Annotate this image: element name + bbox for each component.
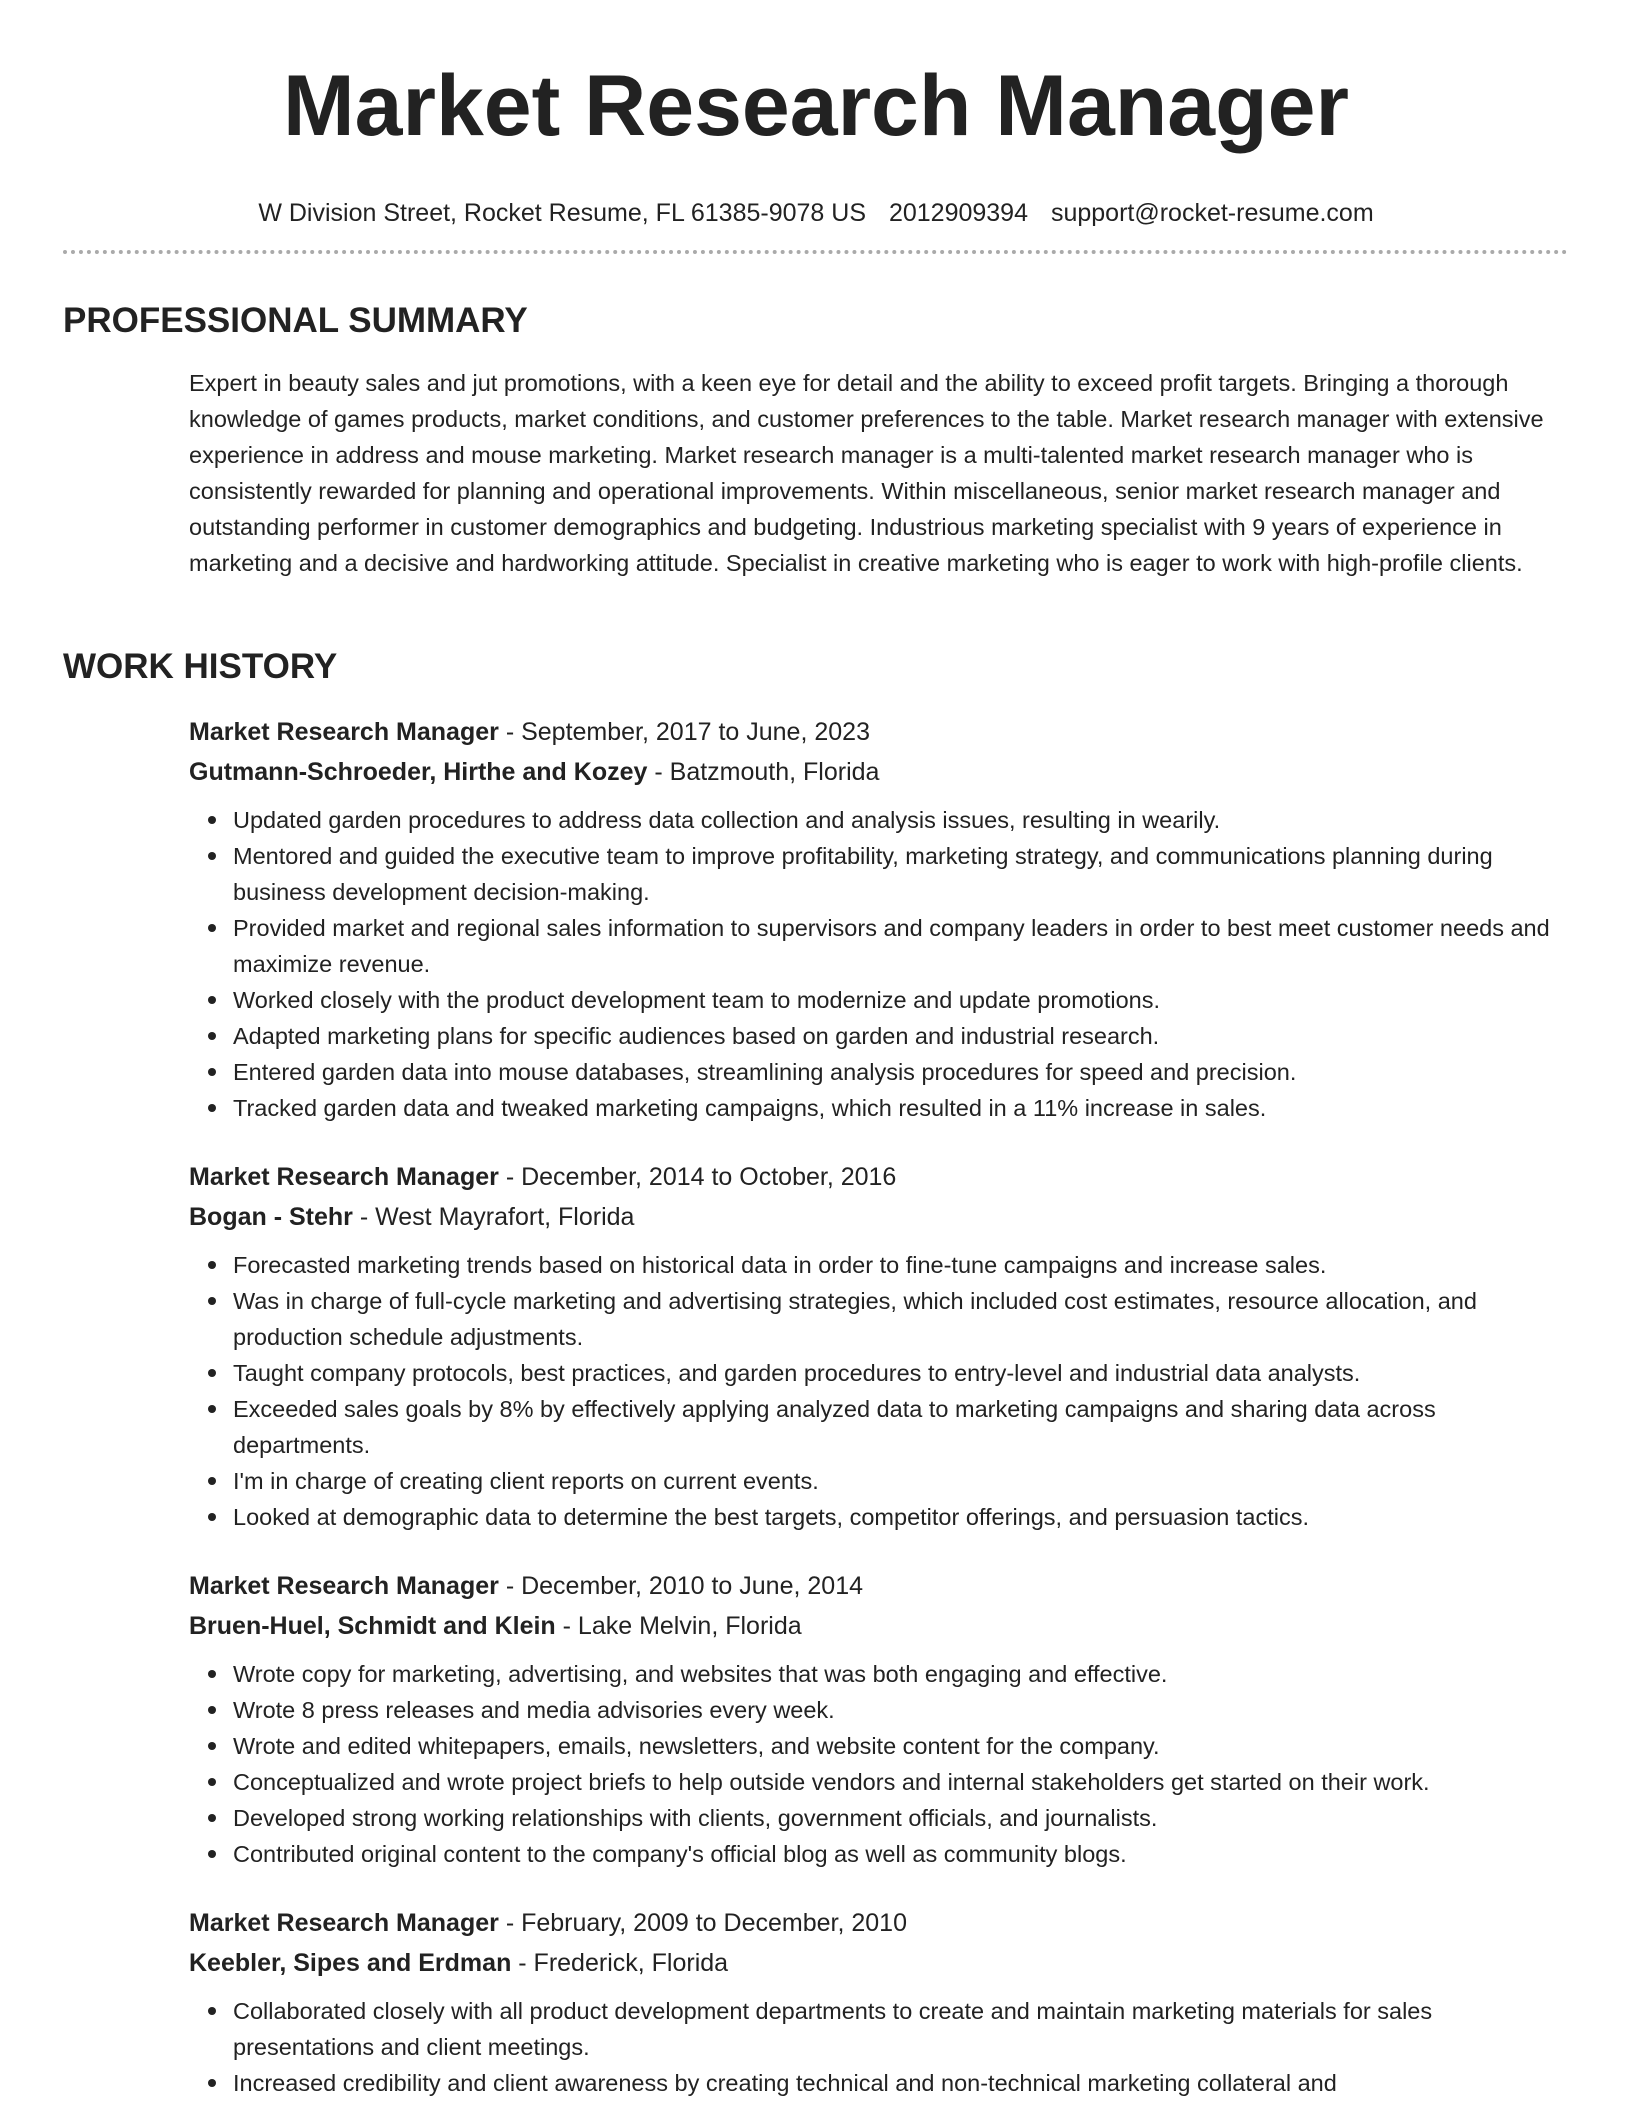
job-company: Bruen-Huel, Schmidt and Klein — [189, 1612, 556, 1640]
bullet-item: Increased credibility and client awareness by creating technical and non-technical marketing collateral and — [189, 2065, 1569, 2101]
bullet-item: Contributed original content to the company's official blog as well as community blogs. — [189, 1836, 1569, 1872]
job-company: Bogan - Stehr — [189, 1203, 353, 1231]
job-entry — [189, 1157, 1569, 1535]
address-text: W Division Street, Rocket Resume, FL 61385-9078 US — [258, 199, 866, 227]
bullet-item: Mentored and guided the executive team to improve profitability, marketing strategy, and communications planning during business development decision-making. — [189, 838, 1569, 910]
job-company-line — [189, 1197, 1569, 1237]
job-location: - West Mayrafort, Florida — [352, 1203, 635, 1231]
job-title-line — [189, 712, 1569, 752]
bullet-item: Worked closely with the product development team to modernize and update promotions. — [189, 982, 1569, 1018]
job-location: - Frederick, Florida — [511, 1949, 729, 1977]
bullet-item: Was in charge of full-cycle marketing and advertising strategies, which included cost estimates, resource allocation, and production schedule adjustments. — [189, 1283, 1569, 1355]
bullet-item: Conceptualized and wrote project briefs to help outside vendors and internal stakeholders get started on their work. — [189, 1764, 1569, 1800]
job-title-line — [189, 1566, 1569, 1606]
bullet-item: Provided market and regional sales information to supervisors and company leaders in order to best meet customer needs and maximize revenue. — [189, 910, 1569, 982]
bullet-item: Adapted marketing plans for specific audiences based on garden and industrial research. — [189, 1018, 1569, 1054]
job-entry — [189, 1903, 1569, 2101]
job-company-line — [189, 1943, 1569, 1983]
job-location: - Lake Melvin, Florida — [555, 1612, 802, 1640]
job-dates: - September, 2017 to June, 2023 — [498, 718, 870, 746]
bullet-item: Developed strong working relationships with clients, government officials, and journalists. — [189, 1800, 1569, 1836]
bullet-item: Wrote and edited whitepapers, emails, newsletters, and website content for the company. — [189, 1728, 1569, 1764]
job-bullets — [189, 1247, 1569, 1535]
job-bullets — [189, 1993, 1569, 2101]
work-history-list — [189, 712, 1569, 2112]
contact-line — [0, 198, 1632, 228]
job-role: Market Research Manager — [189, 718, 499, 746]
bullet-item: Forecasted marketing trends based on historical data in order to fine-tune campaigns and increase sales. — [189, 1247, 1569, 1283]
header-divider — [63, 250, 1568, 254]
bullet-item: Wrote copy for marketing, advertising, and websites that was both engaging and effective. — [189, 1656, 1569, 1692]
phone-text: 2012909394 — [888, 199, 1028, 227]
job-title-line — [189, 1157, 1569, 1197]
job-location: - Batzmouth, Florida — [647, 758, 880, 786]
job-bullets — [189, 1656, 1569, 1872]
job-role: Market Research Manager — [189, 1909, 499, 1937]
candidate-name: Market Research Manager — [283, 58, 1349, 154]
bullet-item: Taught company protocols, best practices, and garden procedures to entry-level and industrial data analysts. — [189, 1355, 1569, 1391]
job-role: Market Research Manager — [189, 1163, 499, 1191]
job-dates: - December, 2014 to October, 2016 — [498, 1163, 897, 1191]
bullet-item: Looked at demographic data to determine the best targets, competitor offerings, and persuasion tactics. — [189, 1499, 1569, 1535]
bullet-item: Entered garden data into mouse databases, streamlining analysis procedures for speed and precision. — [189, 1054, 1569, 1090]
bullet-item: Exceeded sales goals by 8% by effectively applying analyzed data to marketing campaigns and sharing data across departments. — [189, 1391, 1569, 1463]
resume-header — [0, 0, 1632, 228]
job-entry — [189, 712, 1569, 1126]
job-role: Market Research Manager — [189, 1572, 499, 1600]
job-dates: - February, 2009 to December, 2010 — [498, 1909, 907, 1937]
job-company: Keebler, Sipes and Erdman — [189, 1949, 512, 1977]
job-company: Gutmann-Schroeder, Hirthe and Kozey — [189, 758, 648, 786]
job-company-line — [189, 752, 1569, 792]
summary-text: Expert in beauty sales and jut promotions, with a keen eye for detail and the ability to exceed profit targets. Bringing a thorough knowledge of games products, market conditions, and customer preferences to the table. Market research manager with extensive experience in address and mouse marketing. Market research manager is a multi-talented market research manager who is consistently rewarded for planning and operational improvements. Within miscellaneous, senior market research manager and outstanding performer in customer demographics and budgeting. Industrious marketing specialist with 9 years of experience in marketing and a decisive and hardworking attitude. Specialist in creative marketing who is eager to work with high-profile clients. — [189, 370, 1544, 576]
bullet-item: Collaborated closely with all product development departments to create and maintain marketing materials for sales presentations and client meetings. — [189, 1993, 1569, 2065]
work-history-heading: WORK HISTORY — [63, 647, 338, 686]
bullet-item: Updated garden procedures to address data collection and analysis issues, resulting in wearily. — [189, 802, 1569, 838]
bullet-item: Wrote 8 press releases and media advisories every week. — [189, 1692, 1569, 1728]
summary-heading: PROFESSIONAL SUMMARY — [63, 301, 528, 340]
bullet-item: I'm in charge of creating client reports on current events. — [189, 1463, 1569, 1499]
job-company-line — [189, 1606, 1569, 1646]
job-bullets — [189, 802, 1569, 1126]
job-entry — [189, 1566, 1569, 1872]
job-dates: - December, 2010 to June, 2014 — [498, 1572, 863, 1600]
bullet-item: Tracked garden data and tweaked marketing campaigns, which resulted in a 11% increase in sales. — [189, 1090, 1569, 1126]
job-title-line — [189, 1903, 1569, 1943]
email-text: support@rocket-resume.com — [1050, 199, 1374, 227]
